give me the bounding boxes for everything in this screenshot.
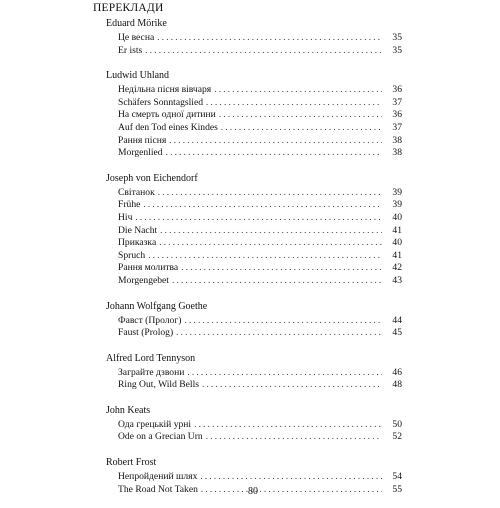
entry-page-number: 39 [392,186,402,198]
entry-title: Spruch [118,249,146,261]
entry-page-number: 38 [392,134,402,146]
toc-entry [106,186,402,199]
entry-title: Frühe [118,199,141,211]
dot-leader [214,83,382,96]
dot-leader [135,211,382,224]
toc-entry [106,378,402,391]
author-name: Johann Wolfgang Goethe [106,300,208,312]
toc-entry [106,224,402,237]
toc-entry [106,31,402,44]
toc-entry [106,366,402,379]
toc-entry [106,261,402,274]
toc-entry [106,249,402,262]
entry-page-number: 43 [392,274,402,286]
entry-page-number: 42 [392,262,402,274]
toc-entry [106,146,402,159]
entry-page-number: 36 [392,84,402,96]
dot-leader [145,44,382,57]
entry-page-number: 45 [392,327,402,339]
author-block [106,17,402,56]
entry-page-number: 37 [392,121,402,133]
toc-entry [106,44,402,57]
entry-title: Рання пісня [118,134,167,146]
dot-leader [194,418,382,431]
entry-page-number: 36 [392,109,402,121]
entry-title: Er ists [118,44,143,56]
entry-page-number: 37 [392,96,402,108]
dot-leader [143,198,382,211]
entry-title: Заграйте дзвони [118,366,185,378]
entry-title: Ode on a Grecian Urn [118,431,203,443]
page-number: 80 [248,486,258,497]
entry-page-number: 40 [392,211,402,223]
author-block [106,172,402,287]
entry-page-number: 54 [392,471,402,483]
entry-page-number: 50 [392,418,402,430]
entry-title: Auf den Tod eines Kindes [118,121,218,133]
dot-leader [169,134,382,147]
dot-leader [160,224,382,237]
entry-page-number: 55 [392,483,402,495]
toc-entry [106,108,402,121]
author-block [106,69,402,159]
dot-leader [187,366,382,379]
entry-title: Рання молитва [118,262,179,274]
table-of-contents [106,17,402,508]
dot-leader [184,314,382,327]
toc-entry [106,418,402,431]
author-block [106,300,402,339]
entry-page-number: 41 [392,249,402,261]
toc-entry [106,470,402,483]
toc-entry [106,121,402,134]
section-title: ПЕРЕКЛАДИ [93,2,164,14]
entry-title: Приказка [118,237,157,249]
entry-page-number: 35 [392,44,402,56]
entry-page-number: 39 [392,199,402,211]
entry-title: The Road Not Taken [118,483,198,495]
entry-page-number: 40 [392,237,402,249]
toc-entry [106,236,402,249]
entry-title: На смерть одної дитини [118,109,216,121]
entry-title: Faust (Prolog) [118,327,174,339]
author-name: Robert Frost [106,457,157,469]
entry-title: Morgengebet [118,274,169,286]
dot-leader [202,378,382,391]
toc-entry [106,211,402,224]
entry-title: Ода грецькій урні [118,418,192,430]
dot-leader [181,261,382,274]
author-block [106,404,402,443]
entry-page-number: 46 [392,366,402,378]
toc-entry [106,198,402,211]
dot-leader [157,31,382,44]
dot-leader [219,108,382,121]
entry-page-number: 48 [392,379,402,391]
dot-leader [176,326,382,339]
entry-title: Ring Out, Wild Bells [118,379,199,391]
entry-title: Непройдений шлях [118,471,198,483]
dot-leader [148,249,382,262]
entry-title: Недільна пісня вівчаря [118,84,212,96]
entry-title: Die Nacht [118,224,158,236]
dot-leader [159,236,382,249]
entry-page-number: 44 [392,314,402,326]
author-name: John Keats [106,404,151,416]
dot-leader [206,430,382,443]
toc-entry [106,314,402,327]
entry-page-number: 38 [392,147,402,159]
dot-leader [200,470,382,483]
author-name: Eduard Mörike [106,18,167,29]
toc-entry [106,96,402,109]
entry-title: Morgenlied [118,147,163,159]
author-name: Ludwid Uhland [106,70,170,82]
author-block [106,352,402,391]
entry-page-number: 35 [392,32,402,43]
entry-page-number: 52 [392,431,402,443]
entry-title: Фавст (Пролог) [118,314,182,326]
dot-leader [172,274,382,287]
entry-page-number: 41 [392,224,402,236]
entry-title: Schäfers Sonntagslied [118,96,203,108]
author-name: Joseph von Eichendorf [106,172,198,184]
entry-title: Світанок [118,186,155,198]
toc-entry [106,83,402,96]
toc-entry [106,326,402,339]
toc-entry [106,134,402,147]
dot-leader [221,121,382,134]
dot-leader [158,186,382,199]
author-name: Alfred Lord Tennyson [106,352,196,364]
dot-leader [166,146,382,159]
toc-entry [106,274,402,287]
dot-leader [206,96,382,109]
entry-title: Ніч [118,211,133,223]
entry-title: Це весна [118,32,155,43]
toc-entry [106,430,402,443]
